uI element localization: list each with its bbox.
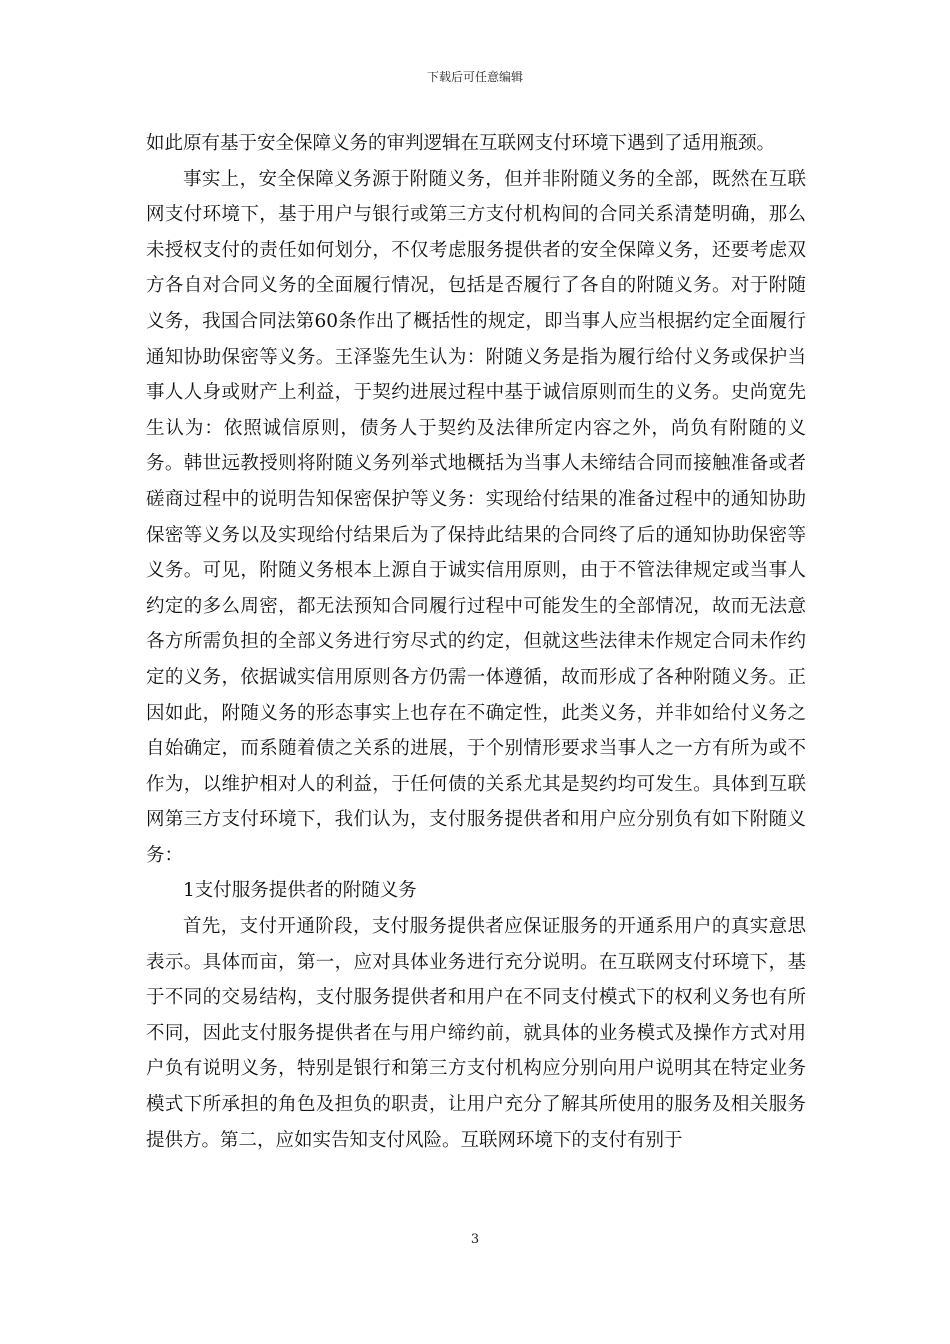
paragraph-section: 首先，支付开通阶段，支付服务提供者应保证服务的开通系用户的真实意思表示。具体而亩，第一，应对具体业务进行充分说明。在互联网支付环境下，基于不同的交易结构，支付服务提供者和用户在不同支付模式下的权利义务也有所不同，因此支付服务提供者在与用户缔约前，就具体的业务模式及操作方式对用户负有说明义务，特别是银行和第三方支付机构应分别向用户说明其在特定业务模式下所承担的角色及担负的职责，让用户充分了解其所使用的服务及相关服务提供方。第二，应如实告知支付风险。互联网环境下的支付有别于 — [146, 916, 806, 1151]
header-note: 下载后可任意编辑 — [426, 70, 523, 84]
page-number: 3 — [470, 1232, 480, 1247]
section-heading: 1支付服务提供者的附随义务 — [183, 880, 417, 902]
paragraph-main: 事实上，安全保障义务源于附随义务，但并非附随义务的全部，既然在互联网支付环境下，基于用户与银行或第三方支付机构间的合同关系清楚明确，那么未授权支付的责任如何划分，不仅考虑服务提供者的安全保障义务，还要考虑双方各自对合同义务的全面履行情况，包括是否履行了各自的附随义务。对于附随义务，我国合同法第60条作出了概括性的规定，即当事人应当根据约定全面履行通知协助保密等义务。王泽鉴先生认为：附随义务是指为履行给付义务或保护当事人人身或财产上利益，于契约进展过程中基于诚信原则而生的义务。史尚宽先生认为：依照诚信原则，债务人于契约及法律所定内容之外，尚负有附随的义务。韩世远教授则将附随义务列举式地概括为当事人未缔结合同而接触准备或者磋商过程中的说明告知保密保护等义务：实现给付结果的准备过程中的通知协助保密等义务以及实现给付结果后为了保持此结果的合同终了后的通知协助保密等义务。可见，附随义务根本上源自于诚实信用原则，由于不管法律规定或当事人约定的多么周密，都无法预知合同履行过程中可能发生的全部情况，故而无法意各方所需负担的全部义务进行穷尽式的约定，但就这些法律未作规定合同未作约定的义务，依据诚实信用原则各方仍需一体遵循，故而形成了各种附随义务。正因如此，附随义务的形态事实上也存在不确定性，此类义务，并非如给付义务之自始确定，而系随着债之关系的进展，于个别情形要求当事人之一方有所为或不作为，以维护相对人的利益，于任何债的关系尤其是契约均可发生。具体到互联网第三方支付环境下，我们认为，支付服务提供者和用户应分别负有如下附随义务： — [146, 168, 806, 866]
document-body — [146, 126, 806, 1158]
paragraph-continuation: 如此原有基于安全保障义务的审判逻辑在互联网支付环境下遇到了适用瓶颈。 — [146, 133, 776, 154]
